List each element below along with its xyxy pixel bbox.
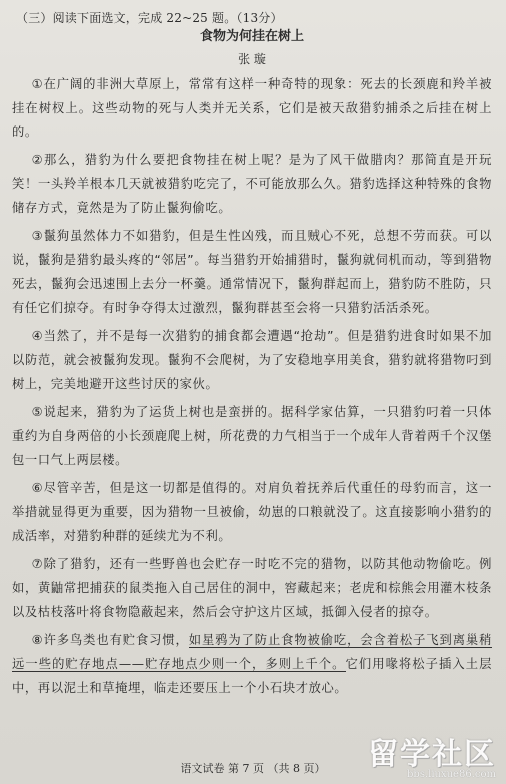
watermark	[368, 729, 496, 780]
paragraph-4: ④当然了，并不是每一次猎豹的捕食都会遭遇“抢劫”。但是猎豹进食时如果不加以防范，就会被鬣狗发现。鬣狗不会爬树，为了安稳地享用美食，猎豹就将猎物叼到树上，完美地避开这些讨厌的家伙。	[12, 329, 492, 391]
article-title: 食物为何挂在树上	[199, 29, 304, 44]
paragraph-1: ①在广阔的非洲大草原上，常常有这样一种奇特的现象：死去的长颈鹿和羚羊被挂在树杈上。这些动物的死与人类并无关系，它们是被天敌猎豹捕杀之后挂在树上的。	[12, 77, 492, 139]
paragraph-2: ②那么，猎豹为什么要把食物挂在树上呢？是为了风干做腊肉？那简直是开玩笑！一头羚羊根本几天就被猎豹吃完了，不可能放那么久。猎豹选择这种特殊的食物储存方式，竟然是为了防止鬣狗偷吃。	[12, 153, 492, 215]
paragraph-8: ⑧许多鸟类也有贮食习惯，如星鸦为了防止食物被偷吃，会含着松子飞到离巢稍远一些的贮存地点——贮存地点少则一个，多则上千个。它们用喙将松子插入土层中，再以泥土和草掩埋，临走还要压上一个小石块才放心。	[12, 633, 492, 695]
paragraph-7: ⑦除了猎豹，还有一些野兽也会贮存一时吃不完的猎物，以防其他动物偷吃。例如，黄鼬常把捕获的鼠类拖入自己居住的洞中，窖藏起来；老虎和棕熊会用灌木枝条以及枯枝落叶将食物隐蔽起来，然后会守护这片区域，抵御入侵者的掠夺。	[12, 557, 492, 619]
paragraph-5: ⑤说起来，猎豹为了运货上树也是蛮拼的。据科学家估算，一只猎豹叼着一只体重约为自身两倍的小长颈鹿爬上树，所花费的力气相当于一个成年人背着两千个汉堡包一口气上两层楼。	[12, 405, 492, 467]
watermark-url: bbs.liuxue86.com	[407, 769, 496, 780]
watermark-brand: 留学社区	[368, 737, 496, 772]
underlined-sentence: 如星鸦为了防止食物被偷吃，会含着松子飞到离巢稍远一些的贮存地点——贮存地点少则一个，多则上千个。	[12, 633, 492, 671]
article-body	[12, 72, 492, 700]
paragraph-3: ③鬣狗虽然体力不如猎豹，但是生性凶残，而且贼心不死，总想不劳而获。可以说，鬣狗是猎豹最头疼的“邻居”。每当猎豹开始捕猎时，鬣狗就伺机而动，等到猎物死去，鬣狗会迅速围上去分一杯羹。通常情况下，鬣狗群起而上，猎豹防不胜防，只有任它们掠夺。有时争夺得太过激烈，鬣狗群甚至会将一只猎豹活活杀死。	[12, 229, 492, 315]
article-author: 张 璇	[238, 52, 266, 66]
section-heading: （三）阅读下面选文，完成 22~25 题。（13分）	[16, 11, 283, 25]
page-footer: 语文试卷 第 7 页 （共 8 页）	[180, 762, 326, 775]
paragraph-6: ⑥尽管辛苦，但是这一切都是值得的。对肩负着抚养后代重任的母豹而言，这一举措就显得更为重要，因为猎物一旦被偷，幼崽的口粮就没了。这直接影响小猎豹的成活率，对猎豹种群的延续尤为不利。	[12, 481, 492, 543]
